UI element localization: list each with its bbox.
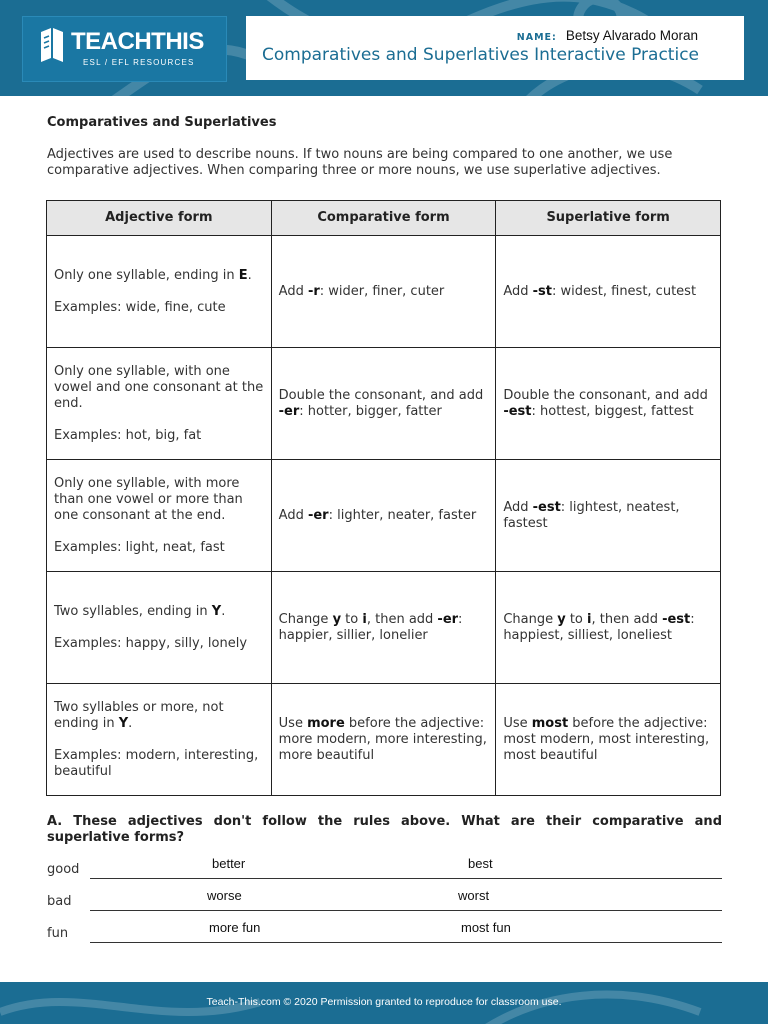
rule-text: Add: [278, 283, 308, 299]
rule-text: Change: [503, 611, 558, 627]
intro-paragraph: Adjectives are used to describe nouns. If two nouns are being compared to one another, we use comparative adjectives. When comparing three or more nouns, we use superlative adjectives.: [47, 147, 673, 178]
comparative-answer-field[interactable]: worse: [207, 888, 242, 903]
brand-name: TEACHTHIS: [71, 28, 204, 55]
adjective-cell: [47, 236, 272, 348]
copyright-text: Teach-This.com © 2020 Permission granted to reproduce for classroom use.: [206, 996, 562, 1008]
suffix: -er: [278, 403, 300, 419]
rule-text: .: [247, 267, 252, 283]
page-title: Comparatives and Superlatives Interactive Practice: [262, 45, 699, 65]
rule-text: : hottest, biggest, fattest: [531, 403, 694, 419]
rule-text: to: [341, 611, 363, 627]
rule-text: Add: [503, 283, 533, 299]
table-row: [47, 348, 721, 460]
comparative-cell: [271, 572, 496, 684]
exercise-heading: A. These adjectives don't follow the rules above. What are their comparative and superlative forms?: [47, 814, 722, 845]
student-name-row: [517, 25, 698, 44]
rule-text: Two syllables or more, not ending in: [54, 699, 224, 731]
header-adjective-form: Adjective form: [47, 201, 272, 236]
rule-text: : lighter, neater, faster: [328, 507, 477, 523]
rule-text: .: [128, 715, 133, 731]
rule-text: : widest, finest, cutest: [551, 283, 697, 299]
rule-text: : hotter, bigger, fatter: [299, 403, 442, 419]
header-comparative-form: Comparative form: [271, 201, 496, 236]
page-header: [0, 0, 768, 96]
adjective-cell: [47, 572, 272, 684]
comparative-cell: [271, 460, 496, 572]
rule-text: , then add: [366, 611, 438, 627]
examples-text: Examples: light, neat, fast: [54, 539, 225, 555]
answer-line: [90, 878, 722, 879]
rules-table: [46, 200, 721, 796]
letter-emphasis: i: [587, 611, 592, 627]
brand-logo: [22, 16, 227, 82]
examples-text: Examples: hot, big, fat: [54, 427, 202, 443]
rule-text: : lightest, neatest, fastest: [503, 499, 680, 531]
page-footer: [0, 982, 768, 1024]
suffix: -er: [437, 611, 459, 627]
rule-text: : happier, sillier, lonelier: [278, 611, 463, 643]
suffix: -est: [503, 403, 532, 419]
rule-text: before the adjective: most modern, most interesting, most beautiful: [503, 715, 710, 763]
exercise-word: good: [47, 862, 80, 877]
superlative-cell: [496, 348, 721, 460]
suffix: -st: [532, 283, 552, 299]
rule-text: Only one syllable, with more than one vowel or more than one consonant at the end.: [54, 475, 243, 523]
comparative-cell: [271, 684, 496, 796]
exercise-item-bad: [47, 888, 722, 912]
adjective-cell: [47, 348, 272, 460]
rule-text: Change: [278, 611, 333, 627]
rule-text: Double the consonant, and add: [278, 387, 484, 403]
rule-text: Add: [278, 507, 308, 523]
adjective-cell: [47, 684, 272, 796]
table-row: [47, 236, 721, 348]
rule-text: Double the consonant, and add: [503, 387, 708, 403]
examples-text: Examples: happy, silly, lonely: [54, 635, 248, 651]
rule-text: Use: [503, 715, 532, 731]
comparative-cell: [271, 348, 496, 460]
header-superlative-form: Superlative form: [496, 201, 721, 236]
table-header-row: [47, 201, 721, 236]
comparative-cell: [271, 236, 496, 348]
table-row: [47, 460, 721, 572]
student-name[interactable]: Betsy Alvarado Moran: [565, 28, 698, 43]
superlative-answer-field[interactable]: worst: [458, 888, 490, 903]
name-label: NAME:: [516, 32, 557, 43]
answer-line: [90, 942, 722, 943]
rule-text: Add: [503, 499, 533, 515]
rule-text: Only one syllable, ending in: [54, 267, 239, 283]
rule-emphasis: E: [238, 267, 248, 283]
rule-emphasis: Y: [211, 603, 222, 619]
exercise-word: fun: [47, 926, 69, 941]
rule-text: to: [565, 611, 588, 627]
rule-text: before the adjective: more modern, more interesting, more beautiful: [278, 715, 487, 763]
section-heading: Comparatives and Superlatives: [47, 115, 277, 130]
superlative-cell: [496, 236, 721, 348]
title-panel: [246, 16, 744, 80]
exercise-item-good: [47, 856, 722, 880]
exercise-item-fun: [47, 920, 722, 944]
superlative-cell: [496, 572, 721, 684]
rule-emphasis: Y: [118, 715, 129, 731]
comparative-answer-field[interactable]: more fun: [209, 920, 261, 935]
rule-text: .: [221, 603, 226, 619]
superlative-answer-field[interactable]: most fun: [461, 920, 511, 935]
superlative-cell: [496, 460, 721, 572]
rule-text: Use: [278, 715, 308, 731]
rule-text: , then add: [591, 611, 663, 627]
brand-tagline: ESL / EFL RESOURCES: [83, 58, 195, 67]
answer-line: [90, 910, 722, 911]
book-icon: [37, 26, 67, 66]
exercise-word: bad: [47, 894, 72, 909]
superlative-answer-field[interactable]: best: [468, 856, 493, 871]
adjective-cell: [47, 460, 272, 572]
superlative-cell: [496, 684, 721, 796]
keyword: more: [307, 715, 345, 731]
examples-text: Examples: modern, interesting, beautiful: [54, 747, 259, 779]
suffix: -r: [307, 283, 320, 299]
comparative-answer-field[interactable]: better: [212, 856, 246, 871]
letter-emphasis: i: [362, 611, 367, 627]
rule-text: : happiest, silliest, loneliest: [503, 611, 695, 643]
rule-text: Only one syllable, with one vowel and one consonant at the end.: [54, 363, 264, 411]
letter-emphasis: y: [332, 611, 342, 627]
table-row: [47, 684, 721, 796]
keyword: most: [531, 715, 569, 731]
rule-text: : wider, finer, cuter: [319, 283, 445, 299]
table-row: [47, 572, 721, 684]
letter-emphasis: y: [557, 611, 566, 627]
suffix: -est: [532, 499, 561, 515]
suffix: -est: [662, 611, 691, 627]
suffix: -er: [307, 507, 329, 523]
rule-text: Two syllables, ending in: [54, 603, 212, 619]
examples-text: Examples: wide, fine, cute: [54, 299, 226, 315]
